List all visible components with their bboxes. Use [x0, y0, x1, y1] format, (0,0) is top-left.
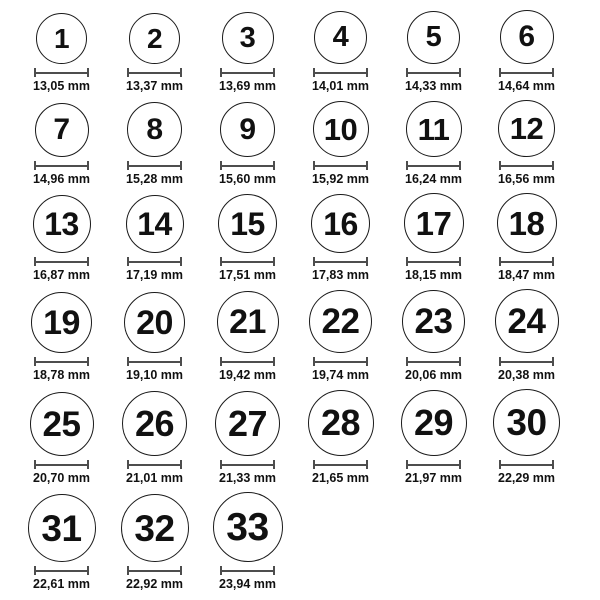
size-circle [35, 103, 89, 157]
size-circle [33, 195, 91, 253]
diameter-label: 15,60 mm [219, 172, 276, 186]
diameter-label: 17,83 mm [312, 268, 369, 282]
size-number: 24 [507, 301, 546, 341]
measure-line-bar [36, 361, 87, 363]
size-circle [498, 100, 555, 157]
diameter-label: 18,47 mm [498, 268, 555, 282]
diameter-measure-line [127, 357, 182, 366]
measure-line-bar [501, 464, 552, 466]
measure-line-bar [36, 165, 87, 167]
diameter-label: 18,78 mm [33, 368, 90, 382]
diameter-label: 16,56 mm [498, 172, 555, 186]
size-number: 16 [323, 205, 358, 242]
size-circle [215, 391, 280, 456]
ring-size-item [480, 289, 573, 383]
diameter-measure-line [406, 460, 461, 469]
size-number: 7 [53, 113, 70, 146]
size-number: 10 [323, 111, 358, 147]
diameter-label: 18,15 mm [405, 268, 462, 282]
diameter-measure-line [499, 460, 554, 469]
size-number: 33 [226, 505, 269, 549]
diameter-measure-line [220, 161, 275, 170]
ring-size-item [108, 494, 201, 592]
size-circle [314, 11, 367, 64]
diameter-measure-line [220, 257, 275, 266]
size-circle [36, 13, 87, 64]
size-number: 3 [239, 21, 256, 54]
measure-line-bar [408, 165, 459, 167]
measure-line-bar [501, 361, 552, 363]
diameter-measure-line [406, 257, 461, 266]
size-circle [213, 492, 283, 562]
diameter-measure-line [127, 161, 182, 170]
ring-size-item [294, 194, 387, 283]
ring-size-item [294, 290, 387, 383]
ring-size-item [108, 195, 201, 283]
diameter-measure-line [34, 68, 89, 77]
size-circle [406, 101, 462, 157]
ring-size-item [108, 13, 201, 94]
ring-size-item [201, 291, 294, 383]
size-circle [218, 194, 277, 253]
ring-size-item [201, 492, 294, 592]
size-number: 9 [239, 112, 256, 146]
size-number: 12 [509, 111, 544, 146]
measure-line-bar [222, 165, 273, 167]
size-circle [30, 392, 94, 456]
measure-line-bar [222, 464, 273, 466]
ring-size-item [15, 13, 108, 94]
size-number: 22 [321, 302, 360, 341]
size-number: 8 [146, 112, 163, 146]
size-number: 31 [41, 507, 82, 549]
diameter-measure-line [127, 257, 182, 266]
chart-row [15, 492, 600, 592]
size-circle [308, 390, 374, 456]
diameter-label: 17,51 mm [219, 268, 276, 282]
size-number: 29 [413, 402, 454, 443]
size-number: 13 [44, 206, 79, 242]
diameter-measure-line [406, 68, 461, 77]
ring-size-item [294, 101, 387, 187]
diameter-label: 14,01 mm [312, 79, 369, 93]
diameter-measure-line [499, 357, 554, 366]
measure-line-bar [408, 464, 459, 466]
measure-line-bar [408, 72, 459, 74]
chart-row [15, 10, 600, 94]
size-circle [402, 290, 465, 353]
diameter-measure-line [220, 460, 275, 469]
diameter-measure-line [127, 460, 182, 469]
size-circle [309, 290, 372, 353]
ring-size-item [201, 194, 294, 283]
size-circle [493, 389, 560, 456]
measure-line-bar [129, 72, 180, 74]
diameter-measure-line [34, 357, 89, 366]
size-circle [217, 291, 279, 353]
measure-line-bar [129, 464, 180, 466]
size-number: 19 [43, 303, 80, 342]
ring-size-item [387, 193, 480, 283]
ring-size-item [201, 12, 294, 94]
size-circle [129, 13, 180, 64]
diameter-measure-line [220, 68, 275, 77]
size-circle [404, 193, 464, 253]
size-number: 25 [42, 404, 81, 444]
diameter-label: 19,10 mm [126, 368, 183, 382]
size-circle [124, 292, 185, 353]
size-number: 28 [320, 402, 361, 443]
diameter-label: 19,42 mm [219, 368, 276, 382]
size-circle [311, 194, 370, 253]
size-circle [126, 195, 184, 253]
measure-line-bar [315, 72, 366, 74]
diameter-label: 14,64 mm [498, 79, 555, 93]
diameter-label: 13,05 mm [33, 79, 90, 93]
diameter-measure-line [313, 68, 368, 77]
diameter-measure-line [220, 357, 275, 366]
measure-line-bar [36, 72, 87, 74]
size-number: 26 [134, 402, 175, 444]
size-number: 1 [53, 22, 70, 54]
diameter-label: 17,19 mm [126, 268, 183, 282]
diameter-measure-line [313, 460, 368, 469]
measure-line-bar [501, 261, 552, 263]
diameter-label: 21,97 mm [405, 471, 462, 485]
ring-size-item [387, 11, 480, 94]
size-circle [121, 494, 189, 562]
size-number: 20 [136, 303, 173, 342]
size-circle [220, 102, 275, 157]
measure-line-bar [408, 361, 459, 363]
measure-line-bar [129, 361, 180, 363]
size-circle [500, 10, 554, 64]
ring-size-item [108, 102, 201, 187]
chart-row [15, 389, 600, 486]
size-circle [407, 11, 460, 64]
diameter-measure-line [406, 357, 461, 366]
ring-size-item [480, 10, 573, 94]
diameter-measure-line [499, 161, 554, 170]
ring-size-item [480, 193, 573, 283]
diameter-label: 16,87 mm [33, 268, 90, 282]
diameter-measure-line [220, 566, 275, 575]
diameter-measure-line [127, 68, 182, 77]
chart-row [15, 193, 600, 283]
diameter-label: 20,70 mm [33, 471, 90, 485]
diameter-label: 23,94 mm [219, 577, 276, 591]
ring-size-item [15, 195, 108, 283]
size-circle [313, 101, 369, 157]
size-circle [28, 494, 96, 562]
diameter-label: 19,74 mm [312, 368, 369, 382]
size-circle [222, 12, 274, 64]
size-circle [401, 390, 467, 456]
diameter-measure-line [313, 357, 368, 366]
size-number: 6 [518, 20, 535, 53]
ring-size-item [480, 389, 573, 486]
measure-line-bar [222, 361, 273, 363]
size-circle [122, 391, 187, 456]
diameter-label: 21,01 mm [126, 471, 183, 485]
ring-size-item [201, 102, 294, 187]
size-number: 18 [508, 204, 545, 242]
measure-line-bar [222, 570, 273, 572]
diameter-label: 22,92 mm [126, 577, 183, 591]
diameter-measure-line [406, 161, 461, 170]
diameter-label: 22,29 mm [498, 471, 555, 485]
measure-line-bar [222, 261, 273, 263]
size-number: 27 [227, 402, 268, 444]
size-number: 5 [425, 21, 442, 53]
size-circle [495, 289, 559, 353]
ring-size-item [108, 292, 201, 383]
size-number: 15 [230, 205, 265, 242]
chart-row [15, 100, 600, 187]
ring-size-item [201, 391, 294, 486]
size-number: 11 [417, 111, 450, 147]
measure-line-bar [36, 570, 87, 572]
diameter-measure-line [34, 460, 89, 469]
size-circle [497, 193, 557, 253]
measure-line-bar [36, 464, 87, 466]
size-number: 17 [415, 204, 452, 242]
measure-line-bar [315, 261, 366, 263]
diameter-label: 21,33 mm [219, 471, 276, 485]
measure-line-bar [129, 570, 180, 572]
diameter-label: 20,06 mm [405, 368, 462, 382]
ring-size-item [108, 391, 201, 486]
diameter-label: 14,33 mm [405, 79, 462, 93]
measure-line-bar [501, 72, 552, 74]
size-number: 2 [146, 22, 163, 54]
diameter-label: 16,24 mm [405, 172, 462, 186]
diameter-label: 14,96 mm [33, 172, 90, 186]
ring-size-item [387, 290, 480, 383]
ring-size-item [15, 292, 108, 383]
diameter-measure-line [34, 161, 89, 170]
diameter-label: 20,38 mm [498, 368, 555, 382]
diameter-label: 13,37 mm [126, 79, 183, 93]
diameter-measure-line [499, 68, 554, 77]
measure-line-bar [315, 464, 366, 466]
size-number: 14 [137, 206, 172, 242]
size-number: 32 [134, 507, 175, 549]
diameter-label: 21,65 mm [312, 471, 369, 485]
ring-size-item [15, 392, 108, 486]
measure-line-bar [501, 165, 552, 167]
diameter-label: 13,69 mm [219, 79, 276, 93]
measure-line-bar [129, 165, 180, 167]
ring-size-item [480, 100, 573, 187]
ring-size-item [294, 390, 387, 486]
measure-line-bar [222, 72, 273, 74]
measure-line-bar [315, 361, 366, 363]
diameter-label: 22,61 mm [33, 577, 90, 591]
diameter-label: 15,92 mm [312, 172, 369, 186]
measure-line-bar [315, 165, 366, 167]
size-circle [31, 292, 92, 353]
measure-line-bar [129, 261, 180, 263]
size-circle [127, 102, 182, 157]
ring-size-item [294, 11, 387, 94]
size-number: 30 [506, 402, 547, 443]
diameter-measure-line [313, 257, 368, 266]
measure-line-bar [36, 261, 87, 263]
diameter-label: 15,28 mm [126, 172, 183, 186]
diameter-measure-line [127, 566, 182, 575]
diameter-measure-line [34, 566, 89, 575]
chart-row [15, 289, 600, 383]
diameter-measure-line [313, 161, 368, 170]
size-number: 21 [229, 303, 266, 341]
ring-size-item [15, 494, 108, 592]
diameter-measure-line [499, 257, 554, 266]
size-number: 4 [332, 21, 349, 53]
size-number: 23 [414, 302, 453, 341]
measure-line-bar [408, 261, 459, 263]
ring-size-item [387, 390, 480, 486]
ring-size-item [387, 101, 480, 187]
diameter-measure-line [34, 257, 89, 266]
ring-size-item [15, 103, 108, 187]
